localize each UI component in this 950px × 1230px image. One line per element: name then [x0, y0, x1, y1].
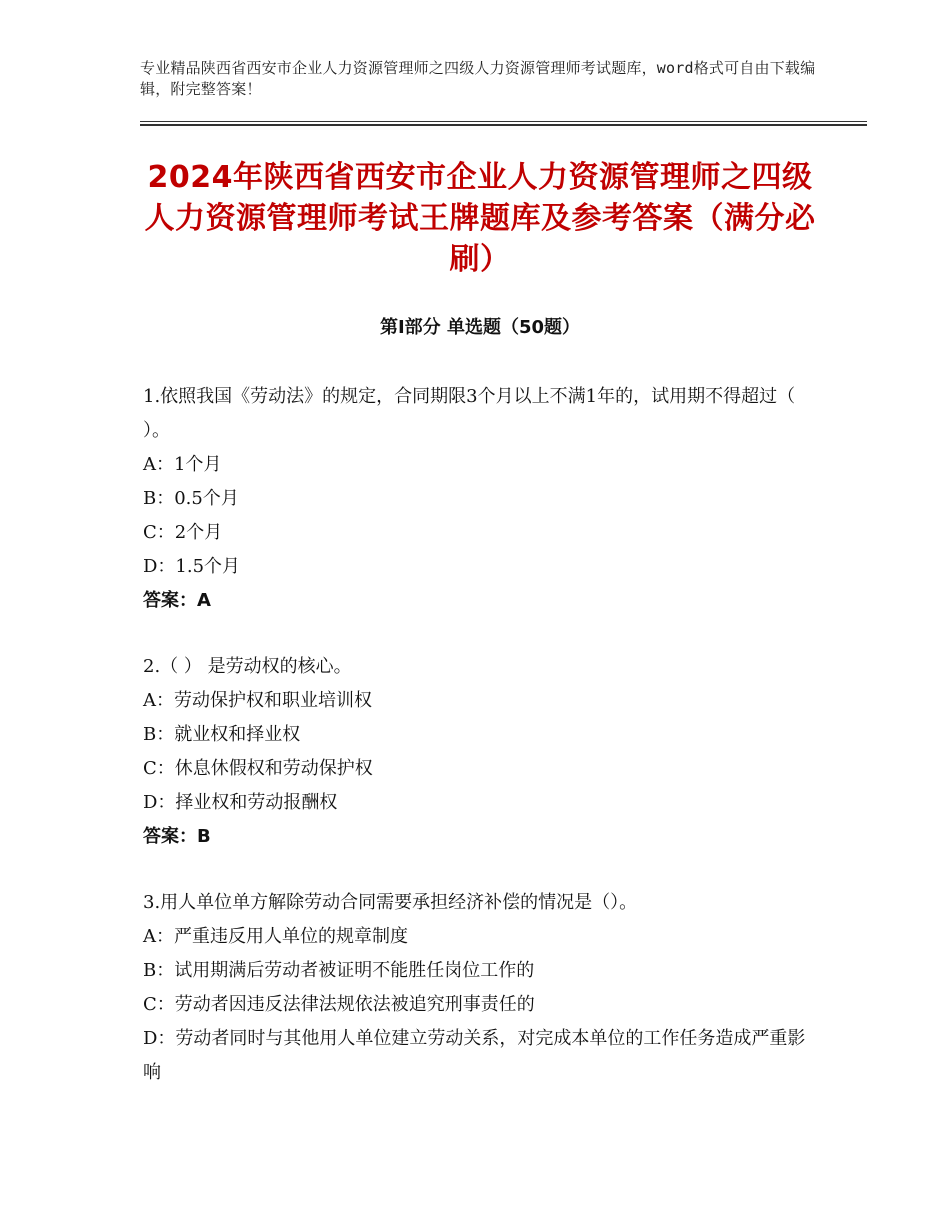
option-d: D：1.5个月 [143, 556, 241, 577]
option-c: C：2个月 [143, 522, 223, 543]
option-d: D：择业权和劳动报酬权 [143, 792, 338, 813]
option-a: A：严重违反用人单位的规章制度 [143, 926, 408, 947]
question-list [143, 380, 813, 1122]
option-a: A：1个月 [143, 454, 222, 475]
option-a: A：劳动保护权和职业培训权 [143, 690, 372, 711]
question-stem: 1.依照我国《劳动法》的规定，合同期限3个月以上不满1年的，试用期不得超过（ ）。 [143, 386, 796, 441]
page-title: 2024年陕西省西安市企业人力资源管理师之四级人力资源管理师考试王牌题库及参考答案（满分必刷） [144, 160, 816, 277]
option-b: B：0.5个月 [143, 488, 239, 509]
header-divider-thin [140, 121, 867, 122]
question-stem: 3.用人单位单方解除劳动合同需要承担经济补偿的情况是（）。 [143, 892, 638, 913]
question-item [143, 886, 813, 1090]
question-item [143, 650, 813, 854]
option-c: C：劳动者因违反法律法规依法被追究刑事责任的 [143, 994, 535, 1015]
answer-label: 答案：B [143, 826, 211, 847]
answer-label: 答案：A [143, 590, 211, 611]
option-c: C：休息休假权和劳动保护权 [143, 758, 373, 779]
question-stem: 2.（ ） 是劳动权的核心。 [143, 656, 352, 677]
option-b: B：试用期满后劳动者被证明不能胜任岗位工作的 [143, 960, 535, 981]
question-item [143, 380, 813, 618]
option-d: D：劳动者同时与其他用人单位建立劳动关系，对完成本单位的工作任务造成严重影响 [143, 1028, 806, 1083]
section-title: 第Ⅰ部分 单选题（50题） [379, 317, 580, 338]
header-note: 专业精品陕西省西安市企业人力资源管理师之四级人力资源管理师考试题库，word格式可自由下载编辑，附完整答案！ [140, 59, 816, 98]
option-b: B：就业权和择业权 [143, 724, 301, 745]
header-divider-thick [140, 124, 867, 126]
